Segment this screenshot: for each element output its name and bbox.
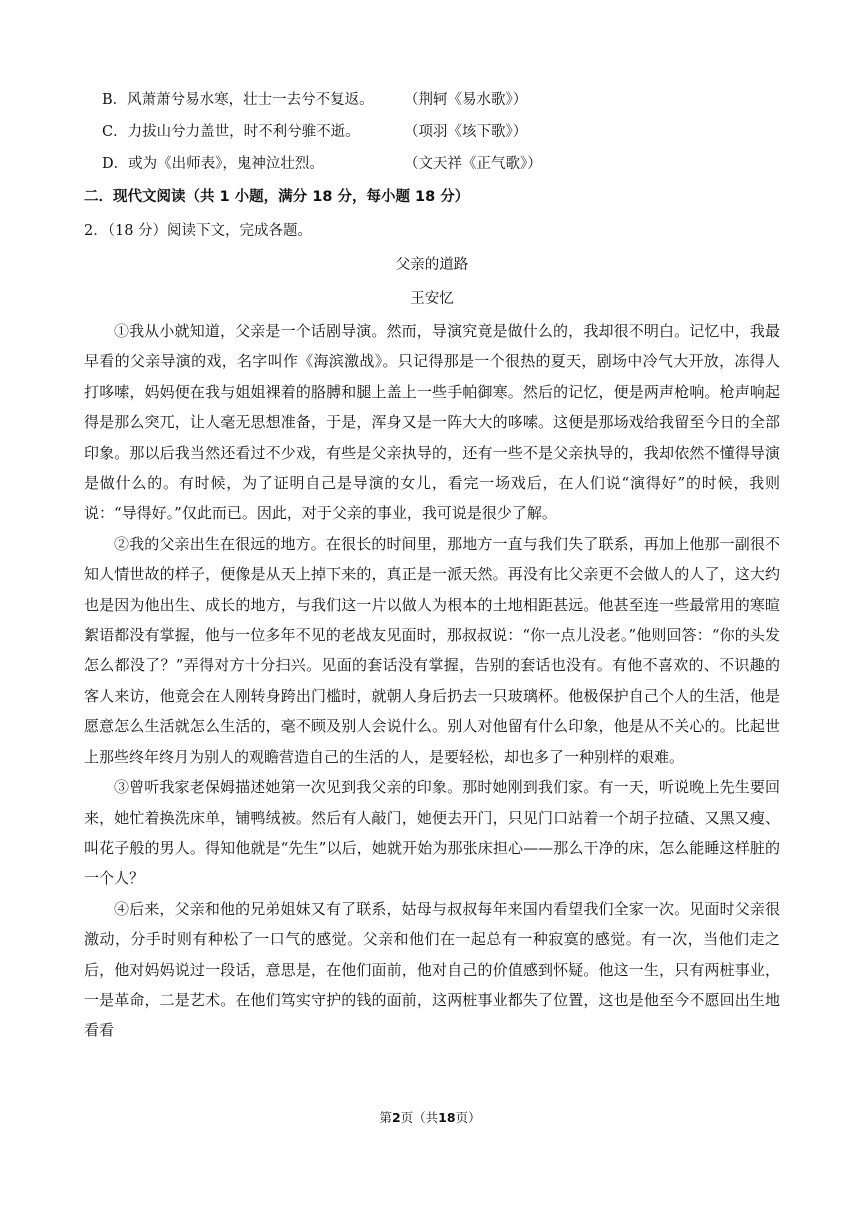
footer-prefix: 第 bbox=[379, 1110, 392, 1125]
paragraph-3: ③曾听我家老保姆描述她第一次见到我父亲的印象。那时她刚到我们家。有一天，听说晚上先生要回来，她忙着换洗床单，铺鸭绒被。然后有人敲门，她便去开门，只见门口站着一个胡子拉碴、又黑又瘦、叫花子般的男人。得知他就是“先生”以后，她就开始为那张床担心——那么干净的床，怎么能睡这样脏的一个人？ bbox=[84, 778, 780, 888]
footer-page-number: 2 bbox=[391, 1110, 401, 1125]
section-heading: 二．现代文阅读（共 1 小题，满分 18 分，每小题 18 分） bbox=[84, 189, 470, 205]
page-footer bbox=[0, 1108, 860, 1126]
option-d-source: （文天祥《正气歌》） bbox=[404, 156, 542, 172]
document-page bbox=[84, 84, 780, 1046]
paragraph-1: ①我从小就知道，父亲是一个话剧导演。然而，导演究竟是做什么的，我却很不明白。记忆中，我最早看的父亲导演的戏，名字叫作《海滨激战》。只记得那是一个很热的夏天，剧场中冷气大开放，冻得人打哆嗦，妈妈便在我与姐姐裸着的胳膊和腿上盖上一些手帕御寒。然后的记忆，便是两声枪响。枪声响起得是那么突兀，让人毫无思想准备，于是，浑身又是一阵大大的哆嗦。这便是那场戏给我留至今日的全部印象。那以后我当然还看过不少戏，有些是父亲执导的，还有一些不是父亲执导的，我却依然不懂得导演是做什么的。有时候，为了证明自己是导演的女儿，看完一场戏后，在人们说“演得好”的时候，我则说：“导得好。”仅此而已。因此，对于父亲的事业，我可说是很少了解。 bbox=[84, 322, 780, 523]
option-d bbox=[84, 148, 780, 180]
option-c bbox=[84, 116, 780, 148]
option-d-text: D．或为《出师表》，鬼神泣壮烈。 bbox=[102, 156, 324, 172]
option-b-source: （荆轲《易水歌》） bbox=[404, 92, 528, 108]
option-c-source: （项羽《垓下歌》） bbox=[404, 124, 528, 140]
article-author: 王安忆 bbox=[410, 291, 454, 307]
footer-suffix: 页） bbox=[455, 1110, 481, 1125]
option-b bbox=[84, 84, 780, 116]
option-c-text: C．力拔山兮力盖世，时不利兮骓不逝。 bbox=[102, 124, 360, 140]
article-title: 父亲的道路 bbox=[395, 257, 469, 273]
paragraph-4: ④后来，父亲和他的兄弟姐妹又有了联系，姑母与叔叔每年来国内看望我们全家一次。见面时父亲很激动，分手时则有种松了一口气的感觉。父亲和他们在一起总有一种寂寞的感觉。有一次，当他们走之后，他对妈妈说过一段话，意思是，在他们面前，他对自己的价值感到怀疑。他这一生，只有两桩事业，一是革命，二是艺术。在他们笃实守护的钱的面前，这两桩事业都失了位置，这也是他至今不愿回出生地看看 bbox=[84, 899, 780, 1040]
option-b-text: B．风萧萧兮易水寒，壮士一去兮不复返。 bbox=[102, 92, 374, 108]
question-intro: 2．（18 分）阅读下文，完成各题。 bbox=[84, 223, 313, 239]
footer-middle: 页（共 bbox=[400, 1110, 439, 1125]
footer-total-pages: 18 bbox=[438, 1110, 456, 1125]
paragraph-2: ②我的父亲出生在很远的地方。在很长的时间里，那地方一直与我们失了联系，再加上他那一副很不知人情世故的样子，便像是从天上掉下来的，真正是一派天然。再没有比父亲更不会做人的人了，这大约也是因为他出生、成长的地方，与我们这一片以做人为根本的土地相距甚远。他甚至连一些最常用的寒暄絮语都没有掌握，他与一位多年不见的老战友见面时，那叔叔说：“你一点儿没老。”他则回答：“你的头发怎么都没了？”弄得对方十分扫兴。见面的套话没有掌握，告别的套话也没有。有他不喜欢的、不识趣的客人来访，他竟会在人刚转身跨出门槛时，就朝人身后扔去一只玻璃杯。他极保护自己个人的生活，他是愿意怎么生活就怎么生活的，毫不顾及别人会说什么。别人对他留有什么印象，他是从不关心的。比起世上那些终年终月为别人的观瞻营造自己的生活的人，是要轻松，却也多了一种别样的艰难。 bbox=[84, 534, 780, 766]
